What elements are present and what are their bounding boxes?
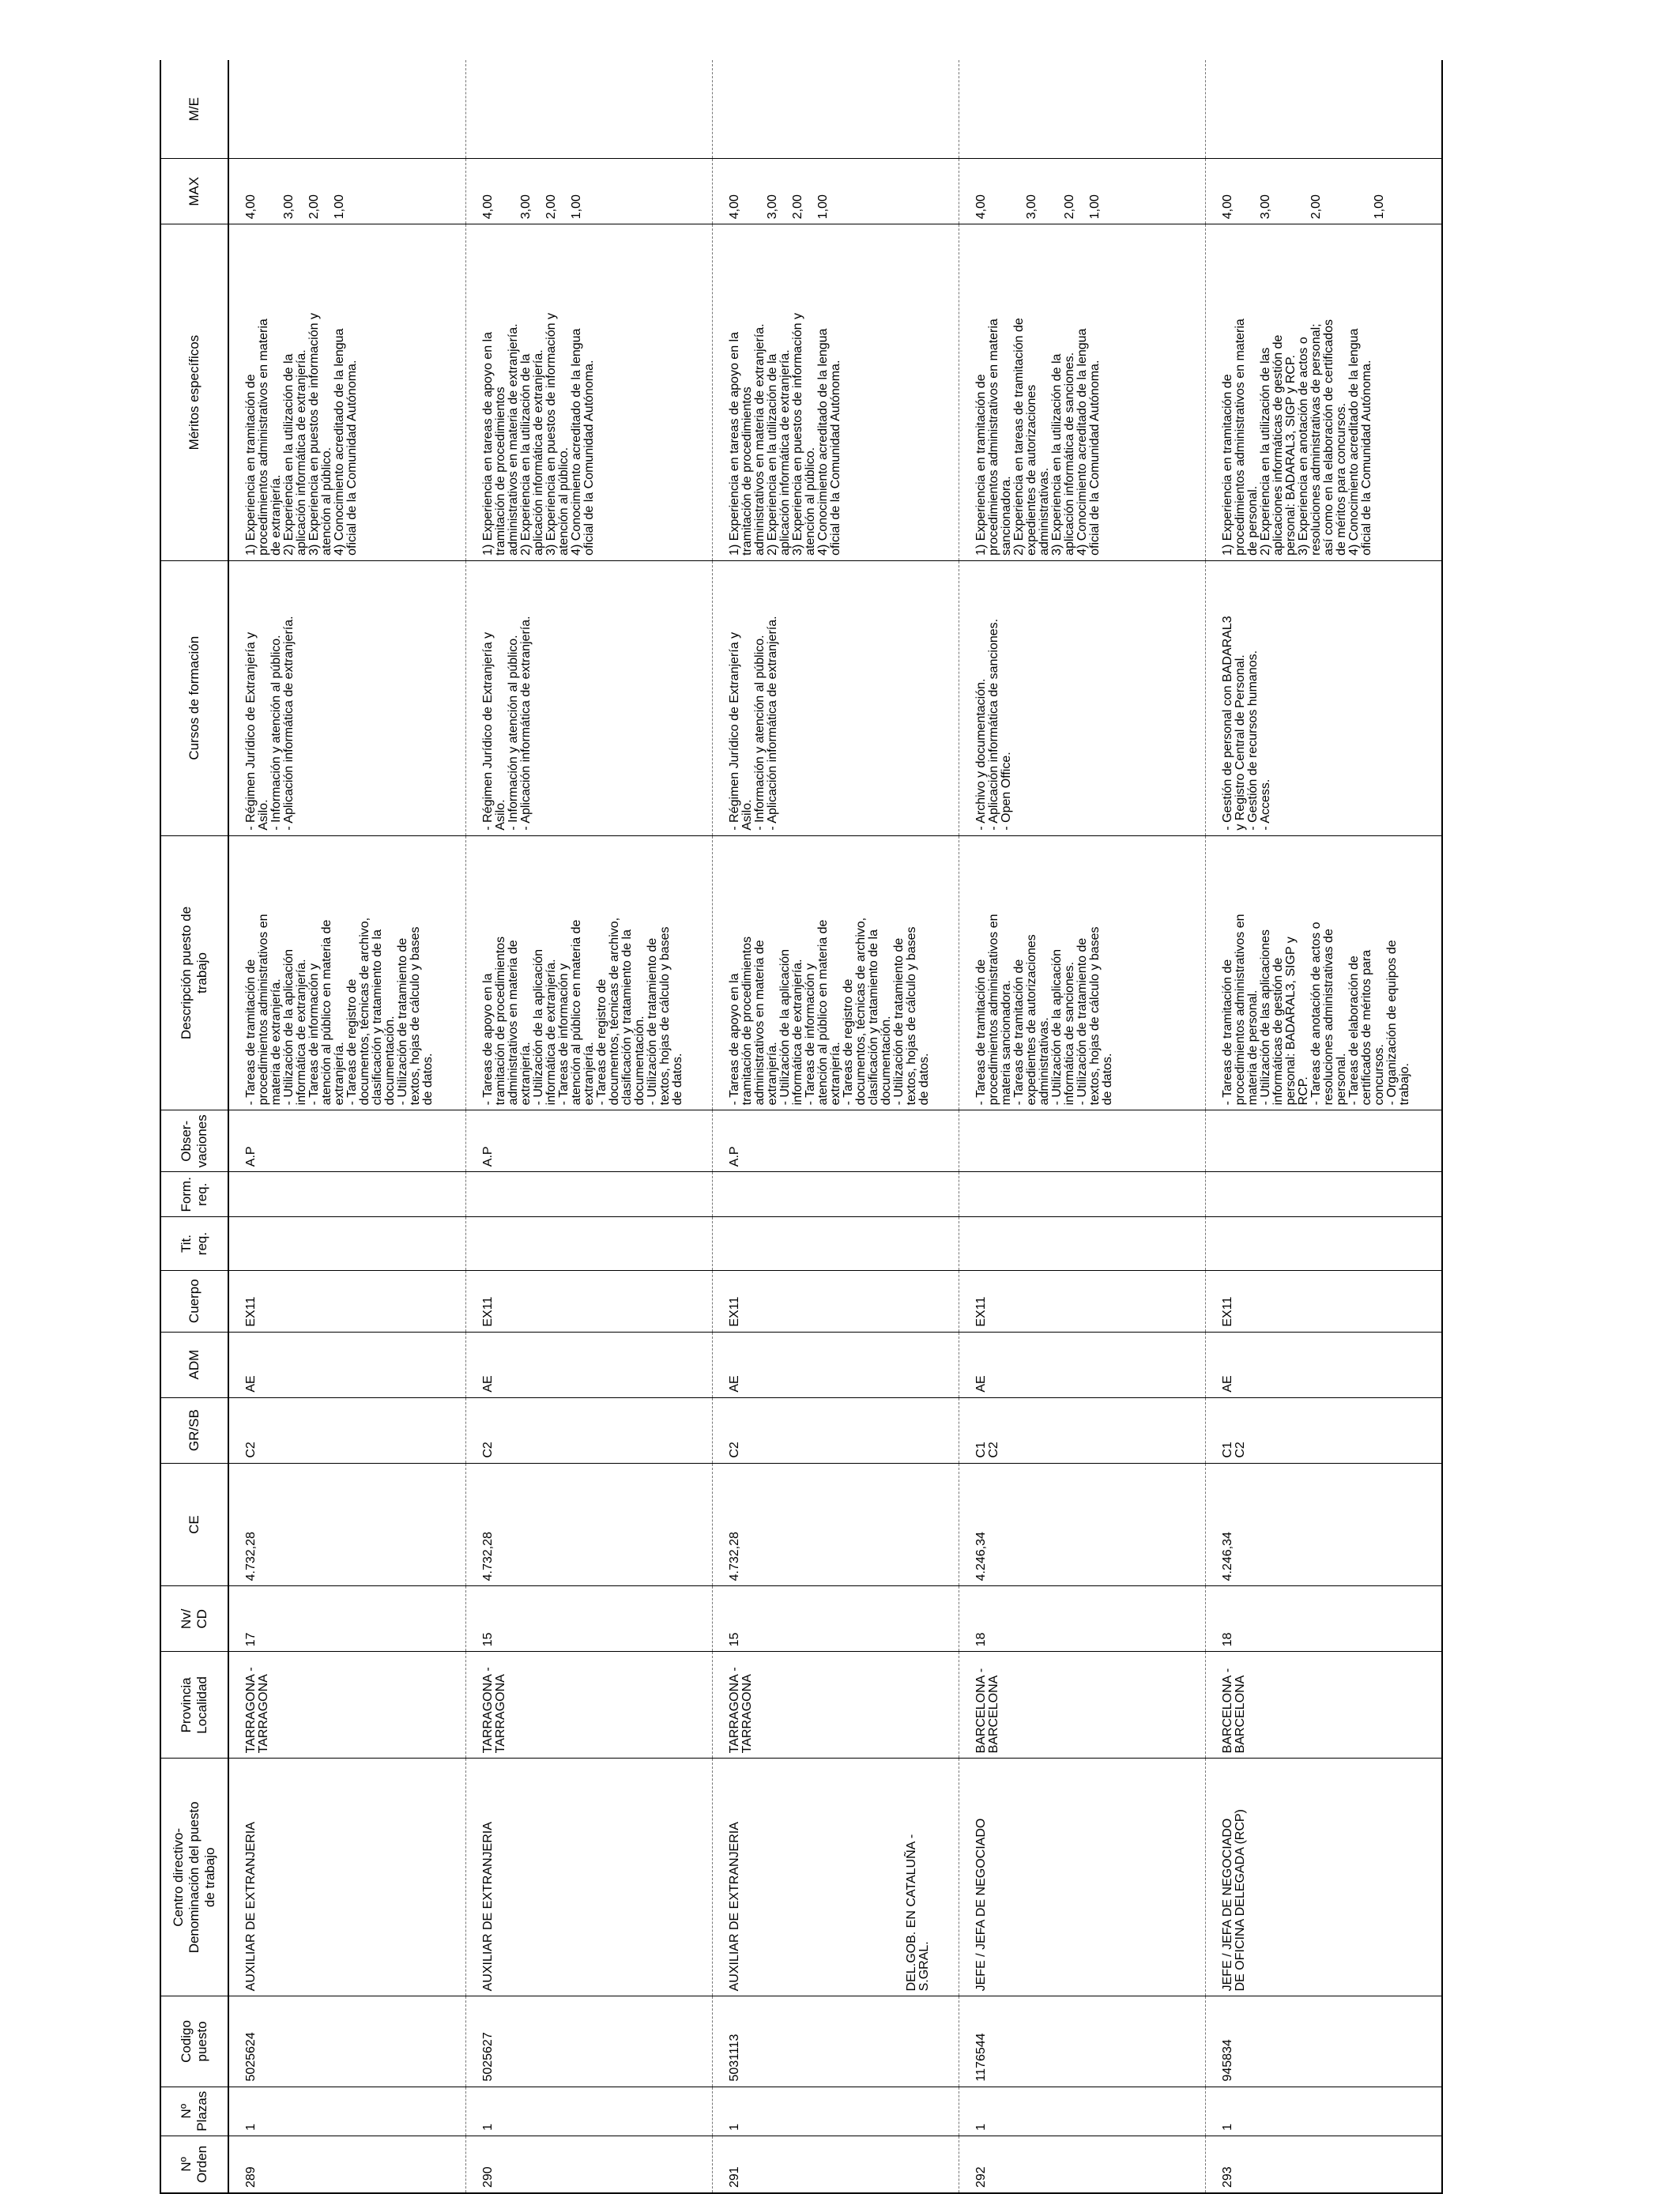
col-header-grupo: GR/SB (160, 1397, 228, 1463)
formacion-cell (712, 1172, 959, 1217)
col-header-titulacion: Tit. req. (160, 1217, 228, 1270)
col-header-me: M/E (160, 60, 228, 159)
me-cell (465, 60, 712, 159)
descripcion-cell: - Tareas de apoyo en la tramitación de procedimientos administrativos en materia de extranjería. - Utilización de la aplicación informática de extranjería. - Tareas de información y atención al público en materia de extranjería. - Tareas de registro de documentos, técnicas de archivo, clasificación y tratamiento de la documentación. - Utilización de tratamiento de textos, hojas de cálculo y bases de datos. (465, 835, 712, 1110)
adm-cell: AE (712, 1332, 959, 1397)
cursos-cell: - Régimen Jurídico de Extranjería y Asilo. - Información y atención al público. - Aplicación informática de extranjería. (465, 560, 712, 835)
nivel-cell: 18 (959, 1586, 1205, 1652)
grupo-cell: C1 C2 (1205, 1397, 1442, 1463)
cursos-cell: - Régimen Jurídico de Extranjería y Asilo. - Información y atención al público. - Aplicación informática de extranjería. (228, 560, 465, 835)
titulacion-cell (959, 1217, 1205, 1270)
table-row (228, 60, 465, 2193)
cursos-cell: - Régimen Jurídico de Extranjería y Asilo. - Información y atención al público. - Aplicación informática de extranjería. (712, 560, 959, 835)
orden-cell: 290 (465, 2136, 712, 2193)
max-cell (959, 159, 1205, 224)
plazas-cell: 1 (465, 2087, 712, 2136)
col-header-adm: ADM (160, 1332, 228, 1397)
max-score: 4,00 (727, 194, 741, 220)
meritos-cell: 1) Experiencia en tramitación de procedimientos administrativos en materia de extranjería. 2) Experiencia en la utilización de la aplicación informática de extranjería. 3) Experiencia en puestos de información y atención al público. 4) Conocimiento acreditado de la lengua oficial de la Comunidad Autónoma. (228, 224, 465, 561)
max-score: 1,00 (816, 194, 830, 220)
formacion-cell (465, 1172, 712, 1217)
col-header-cursos: Cursos de formación (160, 560, 228, 835)
col-header-orden: Nº Orden (160, 2136, 228, 2193)
orden-cell: 291 (712, 2136, 959, 2193)
orden-cell: 289 (228, 2136, 465, 2193)
max-score: 1,00 (1087, 194, 1102, 220)
adm-cell: AE (959, 1332, 1205, 1397)
job-positions-table (160, 60, 1443, 2194)
plazas-cell: 1 (959, 2087, 1205, 2136)
table-row (1205, 60, 1442, 2193)
max-score: 3,00 (765, 194, 779, 220)
observaciones-cell: A.P (465, 1110, 712, 1172)
codigo-cell: 5025624 (228, 1996, 465, 2087)
provincia-cell: BARCELONA - BARCELONA (1205, 1652, 1442, 1759)
nivel-cell: 18 (1205, 1586, 1442, 1652)
observaciones-cell (1205, 1110, 1442, 1172)
centro-cell (904, 1759, 1205, 1996)
col-header-descripcion: Descripción puesto de trabajo (160, 835, 228, 1110)
max-score: 4,00 (244, 194, 258, 220)
provincia-cell: TARRAGONA - TARRAGONA (465, 1652, 712, 1759)
max-score: 1,00 (1372, 194, 1386, 220)
cuerpo-cell: EX11 (228, 1270, 465, 1332)
codigo-cell: 5025627 (465, 1996, 712, 2087)
centro-cell (465, 1759, 712, 1996)
ce-cell: 4.246,34 (959, 1463, 1205, 1586)
provincia-cell: TARRAGONA - TARRAGONA (228, 1652, 465, 1759)
nivel-cell: 17 (228, 1586, 465, 1652)
formacion-cell (228, 1172, 465, 1217)
col-header-observaciones: Obser- vaciones (160, 1110, 228, 1172)
max-score: 3,00 (518, 194, 533, 220)
centro-text: AUXILIAR DE EXTRANJERIA (244, 1822, 258, 1992)
centro-text: AUXILIAR DE EXTRANJERIA (727, 1822, 741, 1992)
cursos-cell: - Archivo y documentación. - Aplicación informática de sanciones. - Open Office. (959, 560, 1205, 835)
max-score: 4,00 (480, 194, 495, 220)
orden-cell: 292 (959, 2136, 1205, 2193)
orden-cell: 293 (1205, 2136, 1442, 2193)
centro-cell (1205, 1759, 1442, 1996)
max-score: 1,00 (569, 194, 583, 220)
max-cell (712, 159, 959, 224)
col-header-centro: Centro directivo- Denominación del puesto de trabajo (160, 1759, 228, 1996)
max-cell (228, 159, 465, 224)
col-header-meritos: Méritos específicos (160, 224, 228, 561)
grupo-cell: C2 (228, 1397, 465, 1463)
descripcion-cell: - Tareas de tramitación de procedimientos administrativos en materia de personal. - Utilización de las aplicaciones informáticas de gestión de personal: BADARAL3, SIGP y RCP. - Tareas de anotación de actos o resoluciones administrativas de personal. - Tareas de elaboración de certificados de méritos para concursos. - Organización de equipos de trabajo. (1205, 835, 1442, 1110)
titulacion-cell (465, 1217, 712, 1270)
table-header-row (160, 60, 228, 2193)
centro-text: JEFE / JEFA DE NEGOCIADO (974, 1818, 988, 1992)
max-cell (1205, 159, 1442, 224)
nivel-cell: 15 (712, 1586, 959, 1652)
formacion-cell (1205, 1172, 1442, 1217)
provincia-cell: TARRAGONA - TARRAGONA (712, 1652, 959, 1759)
descripcion-cell: - Tareas de tramitación de procedimientos administrativos en materia de extranjería. - Utilización de la aplicación informática de extranjería. - Tareas de información y atención al público en materia de extranjería. - Tareas de registro de documentos, técnicas de archivo, clasificación y tratamiento de la documentación. - Utilización de tratamiento de textos, hojas de cálculo y bases de datos. (228, 835, 465, 1110)
ce-cell: 4.246,34 (1205, 1463, 1442, 1586)
max-score: 2,00 (544, 194, 558, 220)
me-cell (712, 60, 959, 159)
observaciones-cell: A.P (712, 1110, 959, 1172)
grupo-cell: C2 (465, 1397, 712, 1463)
col-header-plazas: Nº Plazas (160, 2087, 228, 2136)
col-header-codigo: Codigo puesto (160, 1996, 228, 2087)
plazas-cell: 1 (228, 2087, 465, 2136)
titulacion-cell (712, 1217, 959, 1270)
observaciones-cell (959, 1110, 1205, 1172)
cuerpo-cell: EX11 (1205, 1270, 1442, 1332)
max-score: 2,00 (790, 194, 804, 220)
max-score: 2,00 (1062, 194, 1076, 220)
max-score: 3,00 (1258, 194, 1272, 220)
col-header-max: MAX (160, 159, 228, 224)
max-cell (465, 159, 712, 224)
codigo-cell: 1176544 (959, 1996, 1205, 2087)
cursos-cell: - Gestión de personal con BADARAL3 y Registro Central de Personal. - Gestión de recursos humanos. - Access. (1205, 560, 1442, 835)
descripcion-cell: - Tareas de apoyo en la tramitación de procedimientos administrativos en materia de extranjería. - Utilización de la aplicación informática de extranjería. - Tareas de información y atención al público en materia de extranjería. - Tareas de registro de documentos, técnicas de archivo, clasificación y tratamiento de la documentación. - Utilización de tratamiento de textos, hojas de cálculo y bases de datos. (712, 835, 959, 1110)
col-header-provincia: Provincia Localidad (160, 1652, 228, 1759)
max-score: 1,00 (333, 194, 346, 220)
codigo-cell: 945834 (1205, 1996, 1442, 2087)
col-header-nivel: Nv/ CD (160, 1586, 228, 1652)
centro-text: AUXILIAR DE EXTRANJERIA (480, 1822, 495, 1992)
meritos-cell: 1) Experiencia en tramitación de procedimientos administrativos en materia de personal. 2) Experiencia en la utilización de las aplicaciones informáticas de gestión de personal: BADARAL3, SIGP y RCP. 3) Experiencia en anotación de actos o resoluciones administrativas de personal; así como en la elaboración de certificados de méritos para concursos. 4) Conocimiento acreditado de la lengua oficial de la Comunidad Autónoma. (1205, 224, 1442, 561)
codigo-cell: 5031113 (712, 1996, 959, 2087)
cuerpo-cell: EX11 (465, 1270, 712, 1332)
plazas-cell: 1 (1205, 2087, 1442, 2136)
adm-cell: AE (465, 1332, 712, 1397)
titulacion-cell (1205, 1217, 1442, 1270)
centro-cell (228, 1759, 465, 1996)
provincia-cell: BARCELONA - BARCELONA (959, 1652, 1205, 1759)
adm-cell: AE (228, 1332, 465, 1397)
cuerpo-cell: EX11 (712, 1270, 959, 1332)
titulacion-cell (228, 1217, 465, 1270)
max-score: 4,00 (974, 194, 988, 220)
table-row (465, 60, 712, 2193)
centro-text: JEFE / JEFA DE NEGOCIADO DE OFICINA DELEGADA (RCP) (1220, 1809, 1247, 1992)
centro-prefix: DEL.GOB. EN CATALUÑA - S.GRAL. (904, 1834, 931, 1992)
col-header-formacion: Form. req. (160, 1172, 228, 1217)
grupo-cell: C2 (712, 1397, 959, 1463)
observaciones-cell: A.P (228, 1110, 465, 1172)
col-header-ce: CE (160, 1463, 228, 1586)
nivel-cell: 15 (465, 1586, 712, 1652)
max-score: 4,00 (1220, 194, 1234, 220)
meritos-cell: 1) Experiencia en tramitación de procedimientos administrativos en materia sancionadora. 2) Experiencia en tareas de tramitación de expedientes de autorizaciones administrativas. 3) Experiencia en la utilización de la aplicación informática de sanciones. 4) Conocimiento acreditado de la lengua oficial de la Comunidad Autónoma. (959, 224, 1205, 561)
formacion-cell (959, 1172, 1205, 1217)
me-cell (228, 60, 465, 159)
ce-cell: 4.732,28 (712, 1463, 959, 1586)
max-score: 3,00 (282, 194, 296, 220)
adm-cell: AE (1205, 1332, 1442, 1397)
max-score: 2,00 (1309, 194, 1323, 220)
ce-cell: 4.732,28 (465, 1463, 712, 1586)
table-row (959, 60, 1205, 2193)
col-header-cuerpo: Cuerpo (160, 1270, 228, 1332)
meritos-cell: 1) Experiencia en tareas de apoyo en la tramitación de procedimientos administrativos en materia de extranjería. 2) Experiencia en la utilización de la aplicación informática de extranjería. 3) Experiencia en puestos de información y atención al público. 4) Conocimiento acreditado de la lengua oficial de la Comunidad Autónoma. (465, 224, 712, 561)
max-score: 3,00 (1024, 194, 1038, 220)
me-cell (959, 60, 1205, 159)
ce-cell: 4.732,28 (228, 1463, 465, 1586)
descripcion-cell: - Tareas de tramitación de procedimientos administrativos en materia sancionadora. - Tareas de tramitación de expedientes de autorizaciones administrativas. - Utilización de la aplicación informática de sanciones. - Utilización de tratamiento de textos, hojas de cálculo y bases de datos. (959, 835, 1205, 1110)
cuerpo-cell: EX11 (959, 1270, 1205, 1332)
plazas-cell: 1 (712, 2087, 959, 2136)
max-score: 2,00 (307, 194, 321, 220)
rotated-page (160, 60, 1680, 2194)
meritos-cell: 1) Experiencia en tareas de apoyo en la tramitación de procedimientos administrativos en materia de extranjería. 2) Experiencia en la utilización de la aplicación informática de extranjería. 3) Experiencia en puestos de información y atención al público. 4) Conocimiento acreditado de la lengua oficial de la Comunidad Autónoma. (712, 224, 959, 561)
grupo-cell: C1 C2 (959, 1397, 1205, 1463)
me-cell (1205, 60, 1442, 159)
